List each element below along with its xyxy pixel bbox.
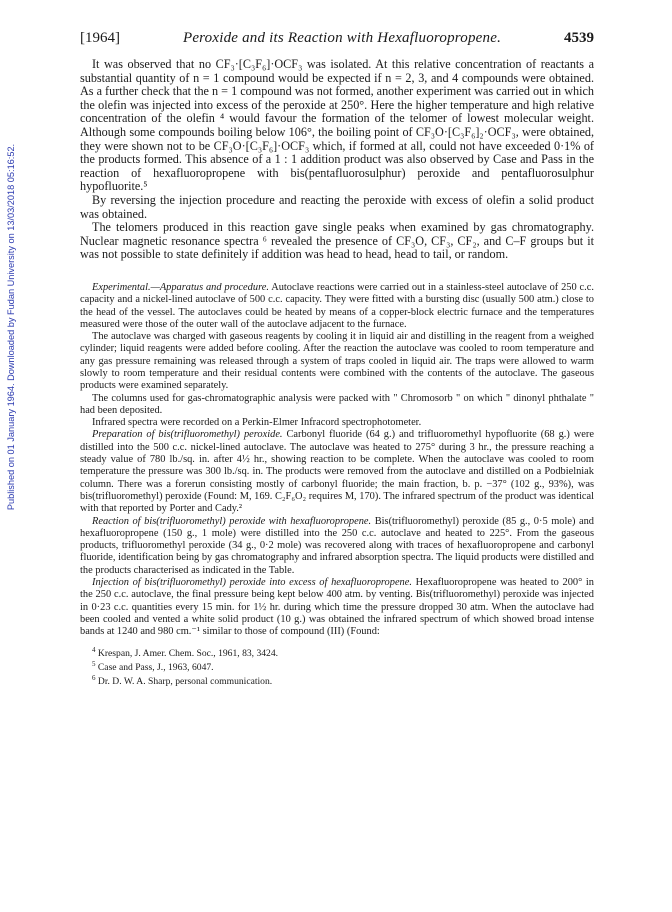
running-header — [80, 30, 594, 48]
footnotes — [80, 645, 594, 688]
reaction-heading: Reaction of bis(trifluoromethyl) peroxide with hexafluoropropene. — [92, 515, 372, 527]
experimental-paragraph: Experimental.—Apparatus and procedure. Autoclave reactions were carried out in a stainless-steel autoclave of 250 c.c. capacity and a nickel-lined autoclave of 500 c.c. capacity. They were fitted with a bursting disc (usually 500 atm.) close to the head of the vessel. The autoclaves could be heated by means of a copper-block electric furnace and the temperatures measured were those of the outer wall of the autoclave adjacent to the furnace. — [80, 281, 594, 330]
page-number: 4539 — [563, 30, 594, 46]
journal-year: [1964] — [80, 30, 120, 46]
footnote: $^4$ Krespan, J. Amer. Chem. Soc., 1961, 83, 3424. — [92, 645, 279, 659]
footnote: $^6$ Dr. D. W. A. Sharp, personal communication. — [92, 674, 273, 688]
body-paragraph: The telomers produced in this reaction gave single peaks when examined by gas chromatography. Nuclear magnetic resonance spectra ⁶ revealed the presence of CF₃O, CF₃, CF₂, and C–F groups but it was not possible to state definitely if addition was head to head, head to tail, or random. — [80, 220, 594, 262]
experimental-section — [80, 282, 594, 639]
experimental-paragraph: Injection of bis(trifluoromethyl) peroxide into excess of hexafluoropropene. Hexafluoropropene was heated to 200° in the 250 c.c. autoclave, the final pressure being kept below 400 atm. by venting. Bis(trifluoromethyl) peroxide was injected in 0·23 c.c. quantities every 15 min. for 1½ hr. during which time the pressure dropped 30 atm. When the autoclave had been cooled and vented a white solid product (10 g.) was obtained the infrared spectrum of which showed broad intense bands at 1240 and 980 cm.⁻¹ similar to those of compound (III) (Found: — [80, 577, 594, 638]
footnote: $^5$ Case and Pass, J., 1963, 6047. — [92, 659, 214, 674]
experimental-paragraph: Preparation of bis(trifluoromethyl) peroxide. Carbonyl fluoride (64 g.) and trifluoromethyl hypofluorite (68 g.) were distilled into the 500 c.c. nickel-lined autoclave. The autoclave was heated to 275° during 3 hr., the pressure reaching a steady value of 780 lb./sq. in. after 4½ hr., showing reaction to be complete. When the autoclave was cooled to room temperature the pressure was 300 lb./sq. in. The products were removed from the autoclave and distilled on a Podbielniak column. There was a forerun consisting mostly of carbonyl fluoride; the main fraction, b. p. −37° (102 g., 93%), was bis(trifluoromethyl) peroxide (Found: M, 169. C₂F₆O₂ requires M, 170). The infrared spectrum of the product was identical with that reported by Porter and Cady.² — [80, 429, 594, 515]
running-title: Peroxide and its Reaction with Hexafluoropropene. — [182, 30, 502, 46]
injection-heading: Injection of bis(trifluoromethyl) peroxide into excess of hexafluoropropene. — [92, 577, 412, 589]
preparation-heading: Preparation of bis(trifluoromethyl) peroxide. — [92, 429, 283, 441]
experimental-heading: Experimental.—Apparatus and procedure. — [92, 281, 269, 293]
article-page — [80, 30, 594, 688]
download-notice-text: Published on 01 January 1964. Downloaded by Fudan University on 13/03/2018 05:16:52. — [6, 143, 16, 511]
discussion-section — [80, 58, 594, 262]
experimental-paragraph: The columns used for gas-chromatographic analysis were packed with " Chromosorb " on which " dinonyl phthalate " had been deposited. — [80, 392, 594, 416]
experimental-paragraph: Reaction of bis(trifluoromethyl) peroxide with hexafluoropropene. Bis(trifluoromethyl) peroxide (85 g., 0·5 mole) and hexafluoropropene (150 g., 1 mole) were distilled into the 250 c.c. autoclave and heated to 225°. From the gaseous products, trifluoromethyl peroxide (34 g., 0·2 mole) was recovered along with traces of hexafluoropropene and carbonyl fluoride, identification being by gas chromatography and infrared absorption spectra. The liquid products were distilled and the products characterised as indicated in the Table. — [80, 515, 594, 576]
experimental-paragraph: Infrared spectra were recorded on a Perkin-Elmer Infracord spectrophotometer. — [92, 417, 422, 429]
body-paragraph: It was observed that no CF₃·[C₃F₆]·OCF₃ was isolated. At this relative concentration of reactants a substantial quantity of n = 1 compound would be expected if n = 2, 3, and 4 compounds were obtained. As a further check that the n = 1 compound was not formed, another experiment was carried out in which the olefin was injected into excess of the peroxide at 250°. Here the higher temperature and high relative concentration of the olefin ⁴ would favour the formation of the telomer of lowest molecular weight. Although some compounds boiling below 106°, the boiling point of CF₃O·[C₃F₆]₂·OCF₃, were obtained, they were shown not to be CF₃O·[C₃F₆]·OCF₃ which, if formed at all, could not have exceeded 0·1% of the products formed. This absence of a 1 : 1 addition product was also observed by Case and Pass in the reaction of hexafluoropropene with bis(pentafluorosulphur) peroxide and pentafluorosulphur hypofluorite.⁵ — [80, 57, 594, 194]
experimental-paragraph: The autoclave was charged with gaseous reagents by cooling it in liquid air and distilling in the reagent from a weighed cylinder; liquid reagents were added before cooling. After the reaction the autoclave was cooled to room temperature and any gas pressure remaining was released through a system of traps cooled in liquid air. The traps were allowed to warm slowly to room temperature and their residual contents were combined with the contents of the autoclave. The gaseous products were examined separately. — [80, 331, 594, 392]
download-watermark — [4, 6, 18, 646]
body-paragraph: By reversing the injection procedure and reacting the peroxide with excess of olefin a solid product was obtained. — [80, 192, 594, 221]
